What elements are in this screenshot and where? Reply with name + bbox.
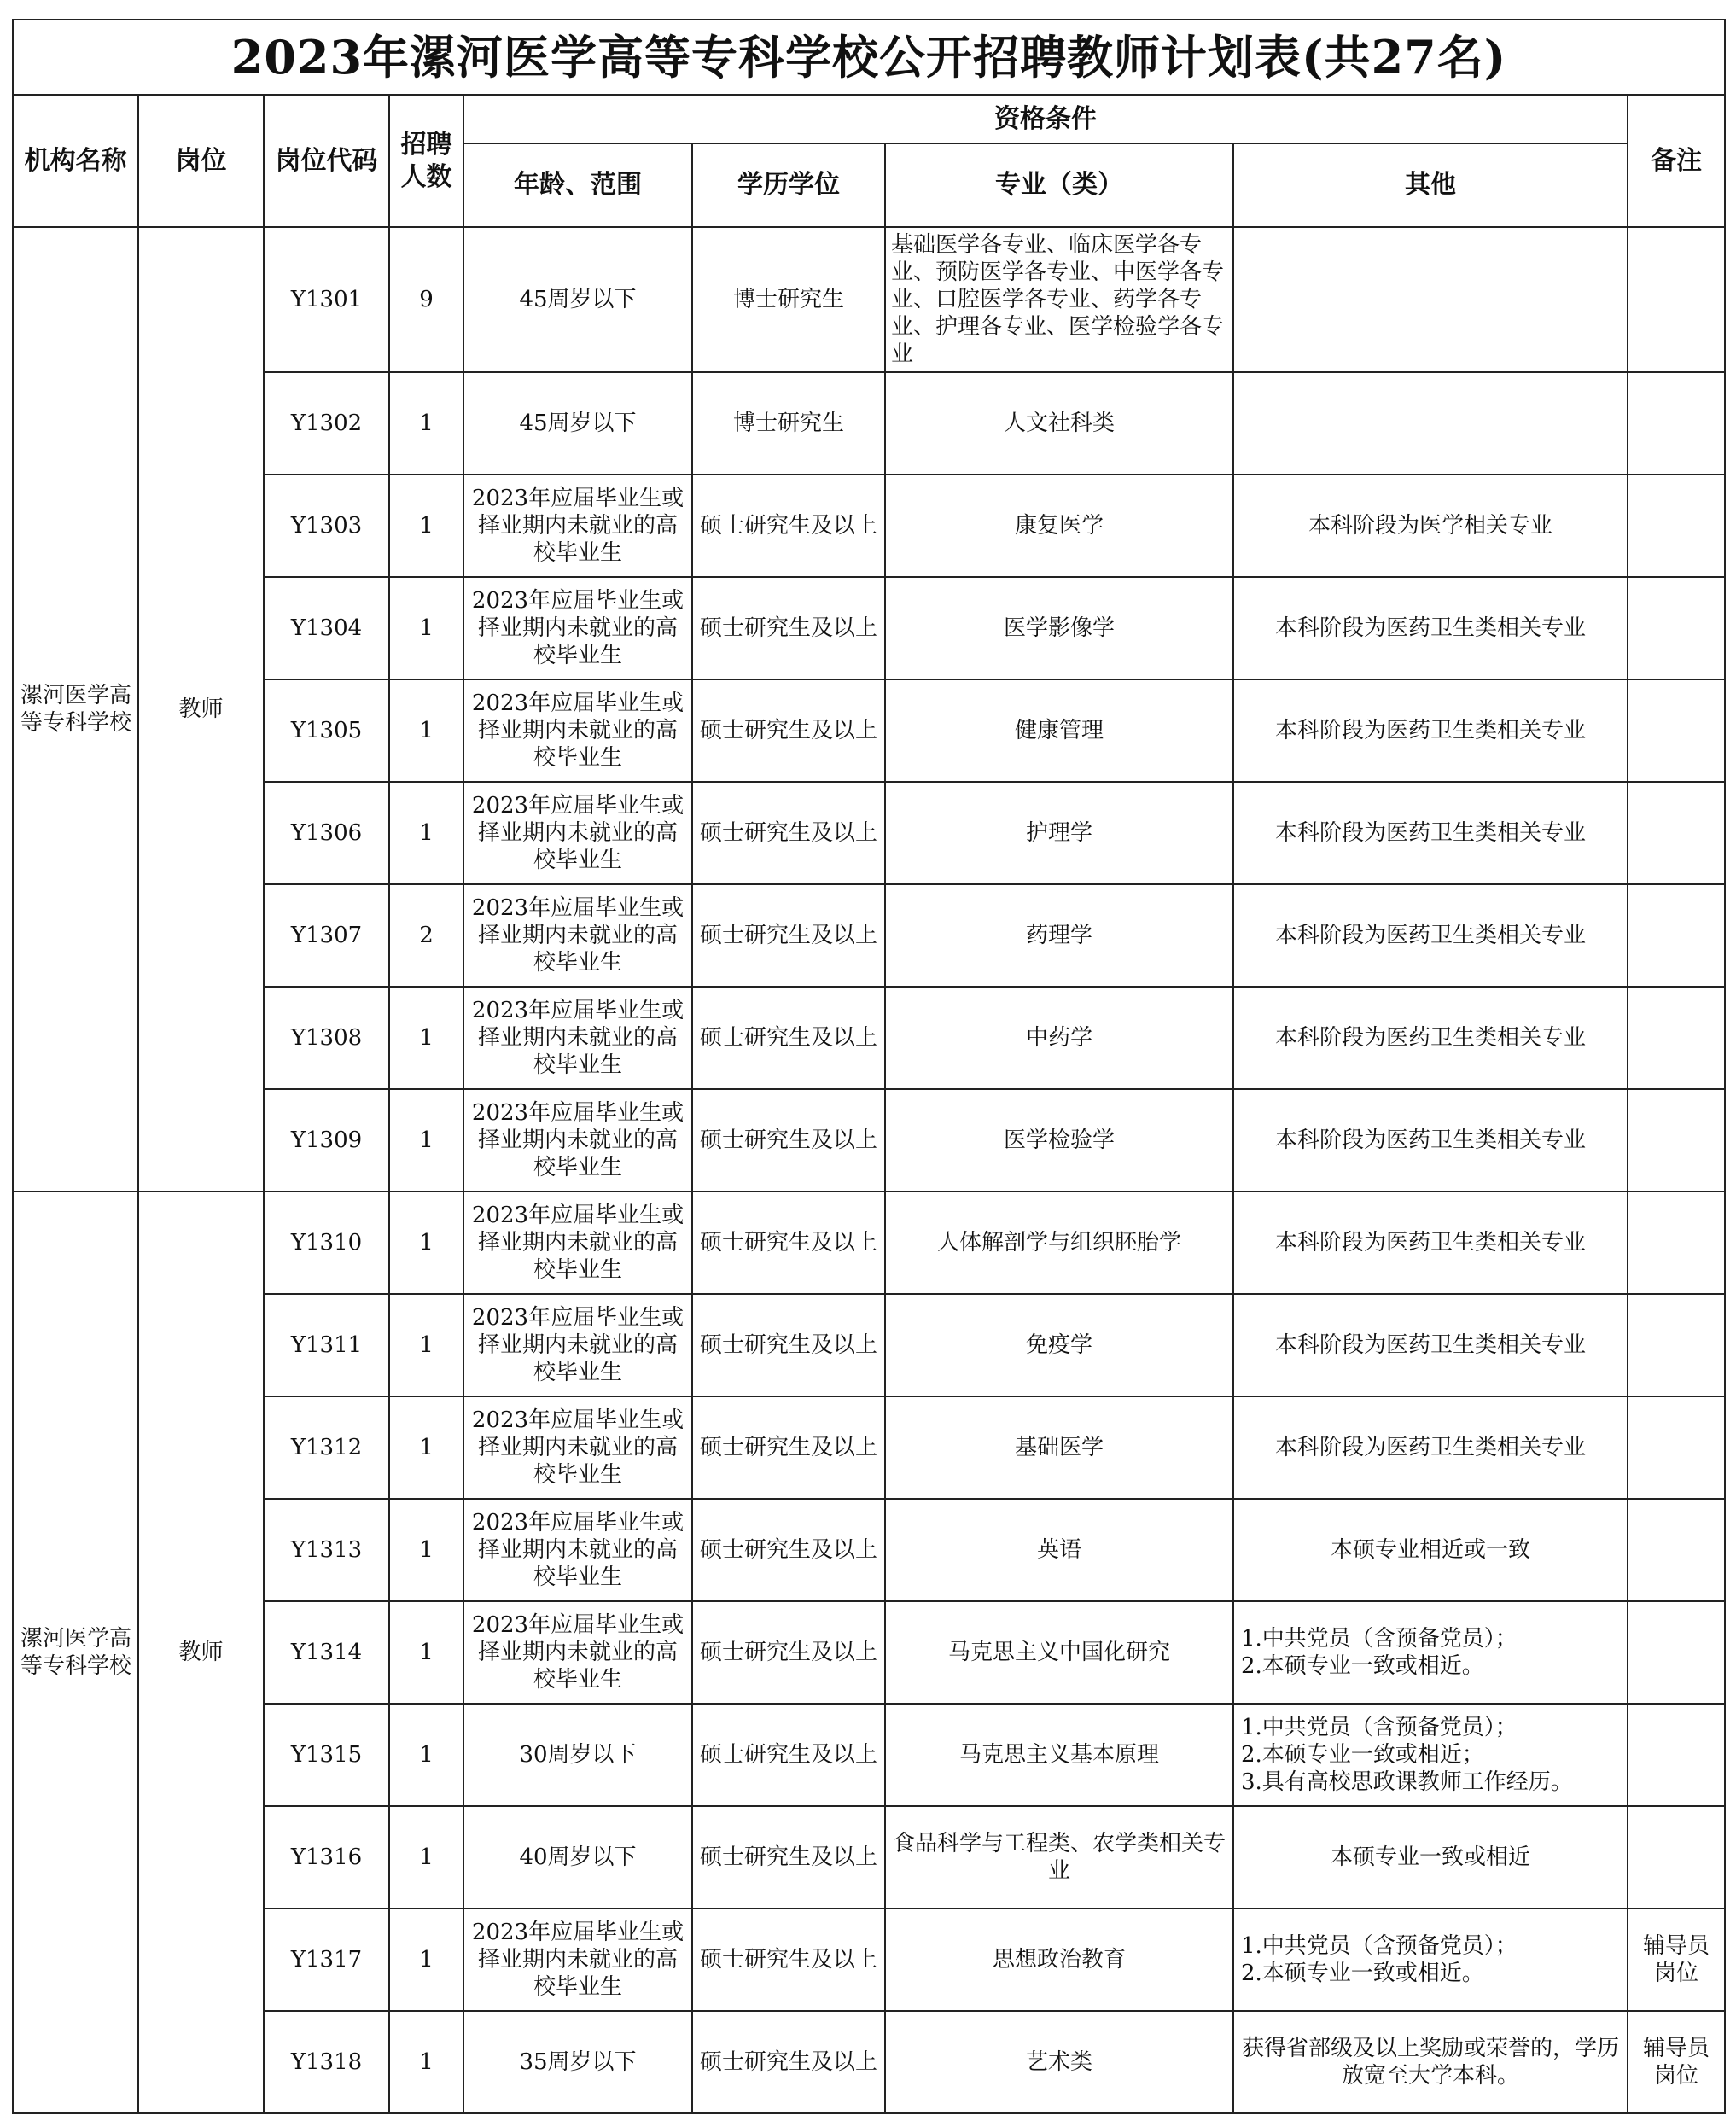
post-code-cell: Y1304 [264, 577, 389, 679]
table-row [13, 1601, 1725, 1704]
education-cell: 硕士研究生及以上 [692, 1806, 885, 1908]
recruit-count-cell: 1 [389, 1601, 463, 1704]
recruit-count-cell: 1 [389, 1704, 463, 1806]
education-cell: 硕士研究生及以上 [692, 987, 885, 1089]
table-row [13, 2011, 1725, 2113]
age-range-cell: 2023年应届毕业生或择业期内未就业的高校毕业生 [463, 1601, 692, 1704]
major-cell: 英语 [885, 1499, 1233, 1601]
major-cell: 医学影像学 [885, 577, 1233, 679]
note-cell [1628, 227, 1725, 372]
requirement-line: 2.本硕专业一致或相近； [1241, 1742, 1484, 1768]
table-row [13, 1499, 1725, 1601]
major-cell: 护理学 [885, 782, 1233, 884]
education-cell: 硕士研究生及以上 [692, 1294, 885, 1396]
education-cell: 博士研究生 [692, 372, 885, 475]
header-count: 招聘人数 [389, 95, 463, 227]
education-cell: 博士研究生 [692, 227, 885, 372]
post-code-cell: Y1305 [264, 679, 389, 782]
note-cell [1628, 475, 1725, 577]
table-row [13, 227, 1725, 372]
major-cell: 人体解剖学与组织胚胎学 [885, 1192, 1233, 1294]
age-range-cell: 2023年应届毕业生或择业期内未就业的高校毕业生 [463, 1396, 692, 1499]
post-code-cell: Y1311 [264, 1294, 389, 1396]
education-cell: 硕士研究生及以上 [692, 1908, 885, 2011]
recruit-count-cell: 1 [389, 372, 463, 475]
recruit-count-cell: 1 [389, 1806, 463, 1908]
post-cell: 教师 [138, 1192, 264, 2113]
other-requirements-cell: 本科阶段为医药卫生类相关专业 [1233, 679, 1628, 782]
header-age: 年龄、范围 [463, 143, 692, 227]
header-org: 机构名称 [13, 95, 138, 227]
age-range-cell: 40周岁以下 [463, 1806, 692, 1908]
age-range-cell: 45周岁以下 [463, 227, 692, 372]
note-cell [1628, 372, 1725, 475]
major-cell: 思想政治教育 [885, 1908, 1233, 2011]
education-cell: 硕士研究生及以上 [692, 2011, 885, 2113]
recruit-count-cell: 9 [389, 227, 463, 372]
requirement-line: 1.中共党员（含预备党员）； [1241, 1626, 1518, 1652]
note-cell [1628, 1806, 1725, 1908]
table-row [13, 987, 1725, 1089]
post-code-cell: Y1317 [264, 1908, 389, 2011]
age-range-cell: 2023年应届毕业生或择业期内未就业的高校毕业生 [463, 475, 692, 577]
note-cell [1628, 987, 1725, 1089]
note-cell [1628, 1089, 1725, 1192]
other-requirements-cell: 本科阶段为医药卫生类相关专业 [1233, 577, 1628, 679]
recruit-count-cell: 1 [389, 679, 463, 782]
other-requirements-cell: 获得省部级及以上奖励或荣誉的，学历放宽至大学本科。 [1233, 2011, 1628, 2113]
table-row [13, 1396, 1725, 1499]
table-row [13, 679, 1725, 782]
table-row [13, 1704, 1725, 1806]
education-cell: 硕士研究生及以上 [692, 884, 885, 987]
table-row [13, 1908, 1725, 2011]
major-cell: 人文社科类 [885, 372, 1233, 475]
note-cell [1628, 577, 1725, 679]
recruitment-table [12, 19, 1726, 2114]
education-cell: 硕士研究生及以上 [692, 1601, 885, 1704]
education-cell: 硕士研究生及以上 [692, 1704, 885, 1806]
age-range-cell: 45周岁以下 [463, 372, 692, 475]
post-code-cell: Y1307 [264, 884, 389, 987]
recruit-count-cell: 1 [389, 1908, 463, 2011]
other-requirements-cell: 本硕专业一致或相近 [1233, 1806, 1628, 1908]
table-title: 2023年漯河医学高等专科学校公开招聘教师计划表(共27名) [13, 20, 1725, 95]
note-cell [1628, 1601, 1725, 1704]
major-cell: 基础医学 [885, 1396, 1233, 1499]
post-code-cell: Y1303 [264, 475, 389, 577]
header-post: 岗位 [138, 95, 264, 227]
other-requirements-cell: 本科阶段为医药卫生类相关专业 [1233, 1192, 1628, 1294]
age-range-cell: 2023年应届毕业生或择业期内未就业的高校毕业生 [463, 782, 692, 884]
major-cell: 中药学 [885, 987, 1233, 1089]
post-code-cell: Y1301 [264, 227, 389, 372]
header-major: 专业（类） [885, 143, 1233, 227]
recruit-count-cell: 1 [389, 1396, 463, 1499]
requirement-line: 2.本硕专业一致或相近。 [1241, 1961, 1484, 1986]
age-range-cell: 2023年应届毕业生或择业期内未就业的高校毕业生 [463, 1089, 692, 1192]
other-requirements-cell [1233, 1601, 1628, 1704]
education-cell: 硕士研究生及以上 [692, 1089, 885, 1192]
age-range-cell: 2023年应届毕业生或择业期内未就业的高校毕业生 [463, 1294, 692, 1396]
note-cell [1628, 884, 1725, 987]
note-cell [1628, 1294, 1725, 1396]
table-row [13, 884, 1725, 987]
post-cell: 教师 [138, 227, 264, 1192]
age-range-cell: 35周岁以下 [463, 2011, 692, 2113]
table-row [13, 1294, 1725, 1396]
note-cell [1628, 782, 1725, 884]
major-cell: 健康管理 [885, 679, 1233, 782]
other-requirements-cell: 本科阶段为医药卫生类相关专业 [1233, 884, 1628, 987]
post-code-cell: Y1313 [264, 1499, 389, 1601]
other-requirements-cell [1233, 1704, 1628, 1806]
recruit-count-cell: 2 [389, 884, 463, 987]
org-name-cell: 漯河医学高等专科学校 [13, 1192, 138, 2113]
table-row [13, 372, 1725, 475]
header-code: 岗位代码 [264, 95, 389, 227]
recruit-count-cell: 1 [389, 1294, 463, 1396]
note-cell: 辅导员岗位 [1628, 1908, 1725, 2011]
org-name-cell: 漯河医学高等专科学校 [13, 227, 138, 1192]
header-other: 其他 [1233, 143, 1628, 227]
header-qualifications: 资格条件 [463, 95, 1628, 143]
recruit-count-cell: 1 [389, 987, 463, 1089]
education-cell: 硕士研究生及以上 [692, 782, 885, 884]
note-cell [1628, 679, 1725, 782]
requirement-line: 1.中共党员（含预备党员）； [1241, 1715, 1518, 1740]
recruit-count-cell: 1 [389, 475, 463, 577]
recruit-count-cell: 1 [389, 1089, 463, 1192]
recruit-count-cell: 1 [389, 577, 463, 679]
recruitment-plan-page [12, 19, 1724, 2114]
post-code-cell: Y1308 [264, 987, 389, 1089]
major-cell: 康复医学 [885, 475, 1233, 577]
age-range-cell: 2023年应届毕业生或择业期内未就业的高校毕业生 [463, 679, 692, 782]
education-cell: 硕士研究生及以上 [692, 679, 885, 782]
age-range-cell: 2023年应届毕业生或择业期内未就业的高校毕业生 [463, 1499, 692, 1601]
post-code-cell: Y1312 [264, 1396, 389, 1499]
major-cell: 药理学 [885, 884, 1233, 987]
post-code-cell: Y1314 [264, 1601, 389, 1704]
age-range-cell: 2023年应届毕业生或择业期内未就业的高校毕业生 [463, 577, 692, 679]
other-requirements-cell [1233, 1908, 1628, 2011]
table-row [13, 1089, 1725, 1192]
other-requirements-cell: 本科阶段为医药卫生类相关专业 [1233, 987, 1628, 1089]
note-cell [1628, 1704, 1725, 1806]
requirement-line: 3.具有高校思政课教师工作经历。 [1241, 1769, 1573, 1795]
requirement-line: 2.本硕专业一致或相近。 [1241, 1653, 1484, 1679]
age-range-cell: 30周岁以下 [463, 1704, 692, 1806]
age-range-cell: 2023年应届毕业生或择业期内未就业的高校毕业生 [463, 884, 692, 987]
major-cell: 医学检验学 [885, 1089, 1233, 1192]
post-code-cell: Y1316 [264, 1806, 389, 1908]
post-code-cell: Y1302 [264, 372, 389, 475]
age-range-cell: 2023年应届毕业生或择业期内未就业的高校毕业生 [463, 1908, 692, 2011]
note-cell [1628, 1396, 1725, 1499]
note-cell: 辅导员岗位 [1628, 2011, 1725, 2113]
major-cell: 基础医学各专业、临床医学各专业、预防医学各专业、中医学各专业、口腔医学各专业、药学各专业、护理各专业、医学检验学各专业 [885, 227, 1233, 372]
post-code-cell: Y1309 [264, 1089, 389, 1192]
note-cell [1628, 1499, 1725, 1601]
other-requirements-cell: 本硕专业相近或一致 [1233, 1499, 1628, 1601]
major-cell: 马克思主义中国化研究 [885, 1601, 1233, 1704]
requirement-line: 1.中共党员（含预备党员）； [1241, 1933, 1518, 1959]
major-cell: 艺术类 [885, 2011, 1233, 2113]
education-cell: 硕士研究生及以上 [692, 475, 885, 577]
other-requirements-cell [1233, 227, 1628, 372]
education-cell: 硕士研究生及以上 [692, 1396, 885, 1499]
major-cell: 免疫学 [885, 1294, 1233, 1396]
other-requirements-cell: 本科阶段为医药卫生类相关专业 [1233, 1396, 1628, 1499]
note-cell [1628, 1192, 1725, 1294]
table-row [13, 475, 1725, 577]
major-cell: 食品科学与工程类、农学类相关专业 [885, 1806, 1233, 1908]
education-cell: 硕士研究生及以上 [692, 1499, 885, 1601]
table-row [13, 1806, 1725, 1908]
recruit-count-cell: 1 [389, 1192, 463, 1294]
other-requirements-cell [1233, 372, 1628, 475]
other-requirements-cell: 本科阶段为医学相关专业 [1233, 475, 1628, 577]
education-cell: 硕士研究生及以上 [692, 1192, 885, 1294]
post-code-cell: Y1310 [264, 1192, 389, 1294]
other-requirements-cell: 本科阶段为医药卫生类相关专业 [1233, 1294, 1628, 1396]
recruit-count-cell: 1 [389, 782, 463, 884]
table-row [13, 782, 1725, 884]
education-cell: 硕士研究生及以上 [692, 577, 885, 679]
post-code-cell: Y1318 [264, 2011, 389, 2113]
other-requirements-cell: 本科阶段为医药卫生类相关专业 [1233, 782, 1628, 884]
major-cell: 马克思主义基本原理 [885, 1704, 1233, 1806]
other-requirements-cell: 本科阶段为医药卫生类相关专业 [1233, 1089, 1628, 1192]
post-code-cell: Y1306 [264, 782, 389, 884]
post-code-cell: Y1315 [264, 1704, 389, 1806]
age-range-cell: 2023年应届毕业生或择业期内未就业的高校毕业生 [463, 1192, 692, 1294]
header-note: 备注 [1628, 95, 1725, 227]
header-edu: 学历学位 [692, 143, 885, 227]
table-row [13, 577, 1725, 679]
table-row [13, 1192, 1725, 1294]
recruit-count-cell: 1 [389, 2011, 463, 2113]
recruit-count-cell: 1 [389, 1499, 463, 1601]
age-range-cell: 2023年应届毕业生或择业期内未就业的高校毕业生 [463, 987, 692, 1089]
